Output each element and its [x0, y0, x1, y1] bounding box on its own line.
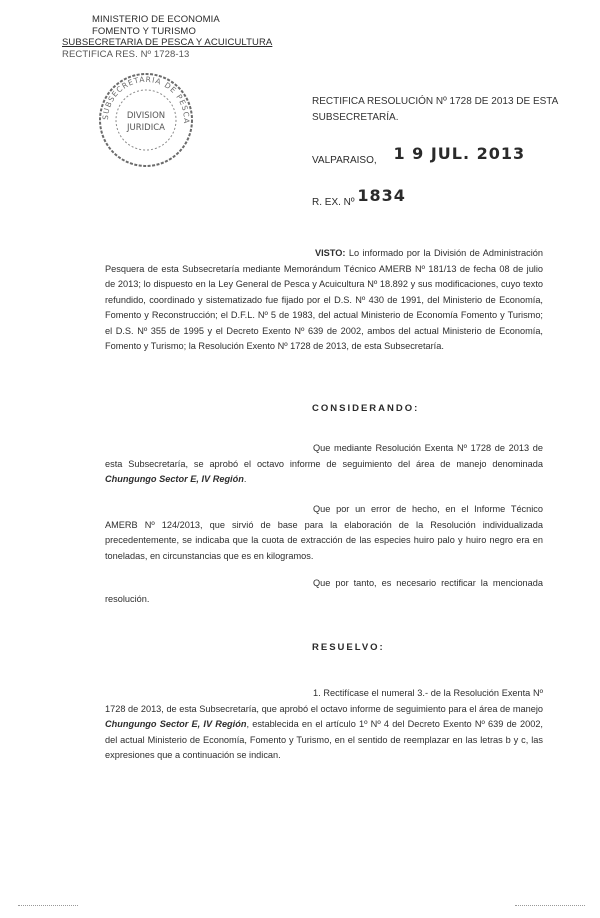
- considerando-3: Que por tanto, es necesario rectificar la mencionada resolución.: [105, 578, 543, 604]
- stamp-center-line2: JURIDICA: [127, 123, 165, 133]
- footer-mark-right: [515, 905, 585, 906]
- stamp-center-line1: DIVISION: [126, 111, 166, 121]
- considerando-heading: CONSIDERANDO:: [312, 403, 420, 414]
- ministry-subtitle: FOMENTO Y TURISMO: [92, 25, 196, 37]
- area-name: Chungungo Sector E, IV Región: [105, 474, 244, 484]
- ministry-name: MINISTERIO DE ECONOMIA: [92, 14, 220, 25]
- considerando-1-text: Que mediante Resolución Exenta Nº 1728 de 2013 de esta Subsecretaría, se aprobó el octavo informe de seguimiento del área de manejo denominada: [105, 443, 543, 469]
- document-title: RECTIFICA RESOLUCIÓN Nº 1728 DE 2013 DE ESTA SUBSECRETARÍA.: [312, 96, 558, 123]
- reference-code: RECTIFICA RES. Nº 1728-13: [62, 48, 190, 60]
- visto-text: Lo informado por la División de Administración Pesquera de esta Subsecretaría mediante Memorándum Técnico AMERB Nº 181/13 de fecha 08 de julio de 2013; lo dispuesto en la Ley General de Pesca y Acuicultura Nº 18.892 y sus modificaciones, cuyo texto refundido, coordinado y sistematizado fue fijado por el D.S. Nº 430 de 1991, del Ministerio de Economía, Fomento y Reconstrucción; el D.F.L. Nº 5 de 1983, del actual Ministerio de Economía Fomento y Turismo; el D.S. Nº 355 de 1995 y el Decreto Exento Nº 639 de 2002, ambos del actual Ministerio de Economía, Fomento y Turismo; la Resolución Exento Nº 1728 de 2013, de esta Subsecretaría.: [105, 248, 543, 351]
- division-juridica-stamp: [96, 70, 196, 170]
- resuelvo-1-end: , establecida en el artículo 1º Nº 4 del Decreto Exento Nº 639 de 2002, del actual Ministerio de Economía, Fomento y Turismo, en el sentido de reemplazar en las letras b y c, las expresiones que a continuación se indican.: [105, 719, 543, 760]
- resuelvo-heading: RESUELVO:: [312, 642, 385, 653]
- place-label: VALPARAISO,: [312, 155, 377, 166]
- stamp-ring-text: SUBSECRETARIA DE PESCA: [100, 74, 192, 125]
- letterhead: [62, 14, 272, 60]
- rex-number: 1834: [357, 186, 406, 205]
- visto-lead: VISTO:: [315, 248, 346, 258]
- considerando-2: Que por un error de hecho, en el Informe Técnico AMERB Nº 124/2013, que sirvió de base para la elaboración de la Resolución individualizada precedentemente, se indicaba que la cuota de extracción de las especies huiro palo y huiro negro era en toneladas, en circunstancias que es en kilogramos.: [105, 504, 543, 561]
- resuelvo-1-text: 1. Rectifícase el numeral 3.- de la Resolución Exenta Nº 1728 de 2013, de esta Subsecretaría, que aprobó el octavo informe de seguimiento para el área de manejo: [105, 688, 543, 714]
- footer-mark-left: [18, 905, 78, 906]
- resolution-number-line: [312, 186, 406, 209]
- considerando-1: [105, 441, 543, 488]
- date-line: [312, 144, 526, 167]
- considerando-1-end: .: [243, 474, 247, 484]
- subsecretaria-name: SUBSECRETARIA DE PESCA Y ACUICULTURA: [62, 37, 273, 48]
- area-name-2: Chungungo Sector E, IV Región: [105, 719, 247, 729]
- handwritten-date: 1 9 JUL. 2013: [393, 144, 526, 163]
- resuelvo-1: [105, 686, 543, 764]
- visto-paragraph: [105, 246, 543, 355]
- rex-label: R. EX. Nº: [312, 197, 355, 208]
